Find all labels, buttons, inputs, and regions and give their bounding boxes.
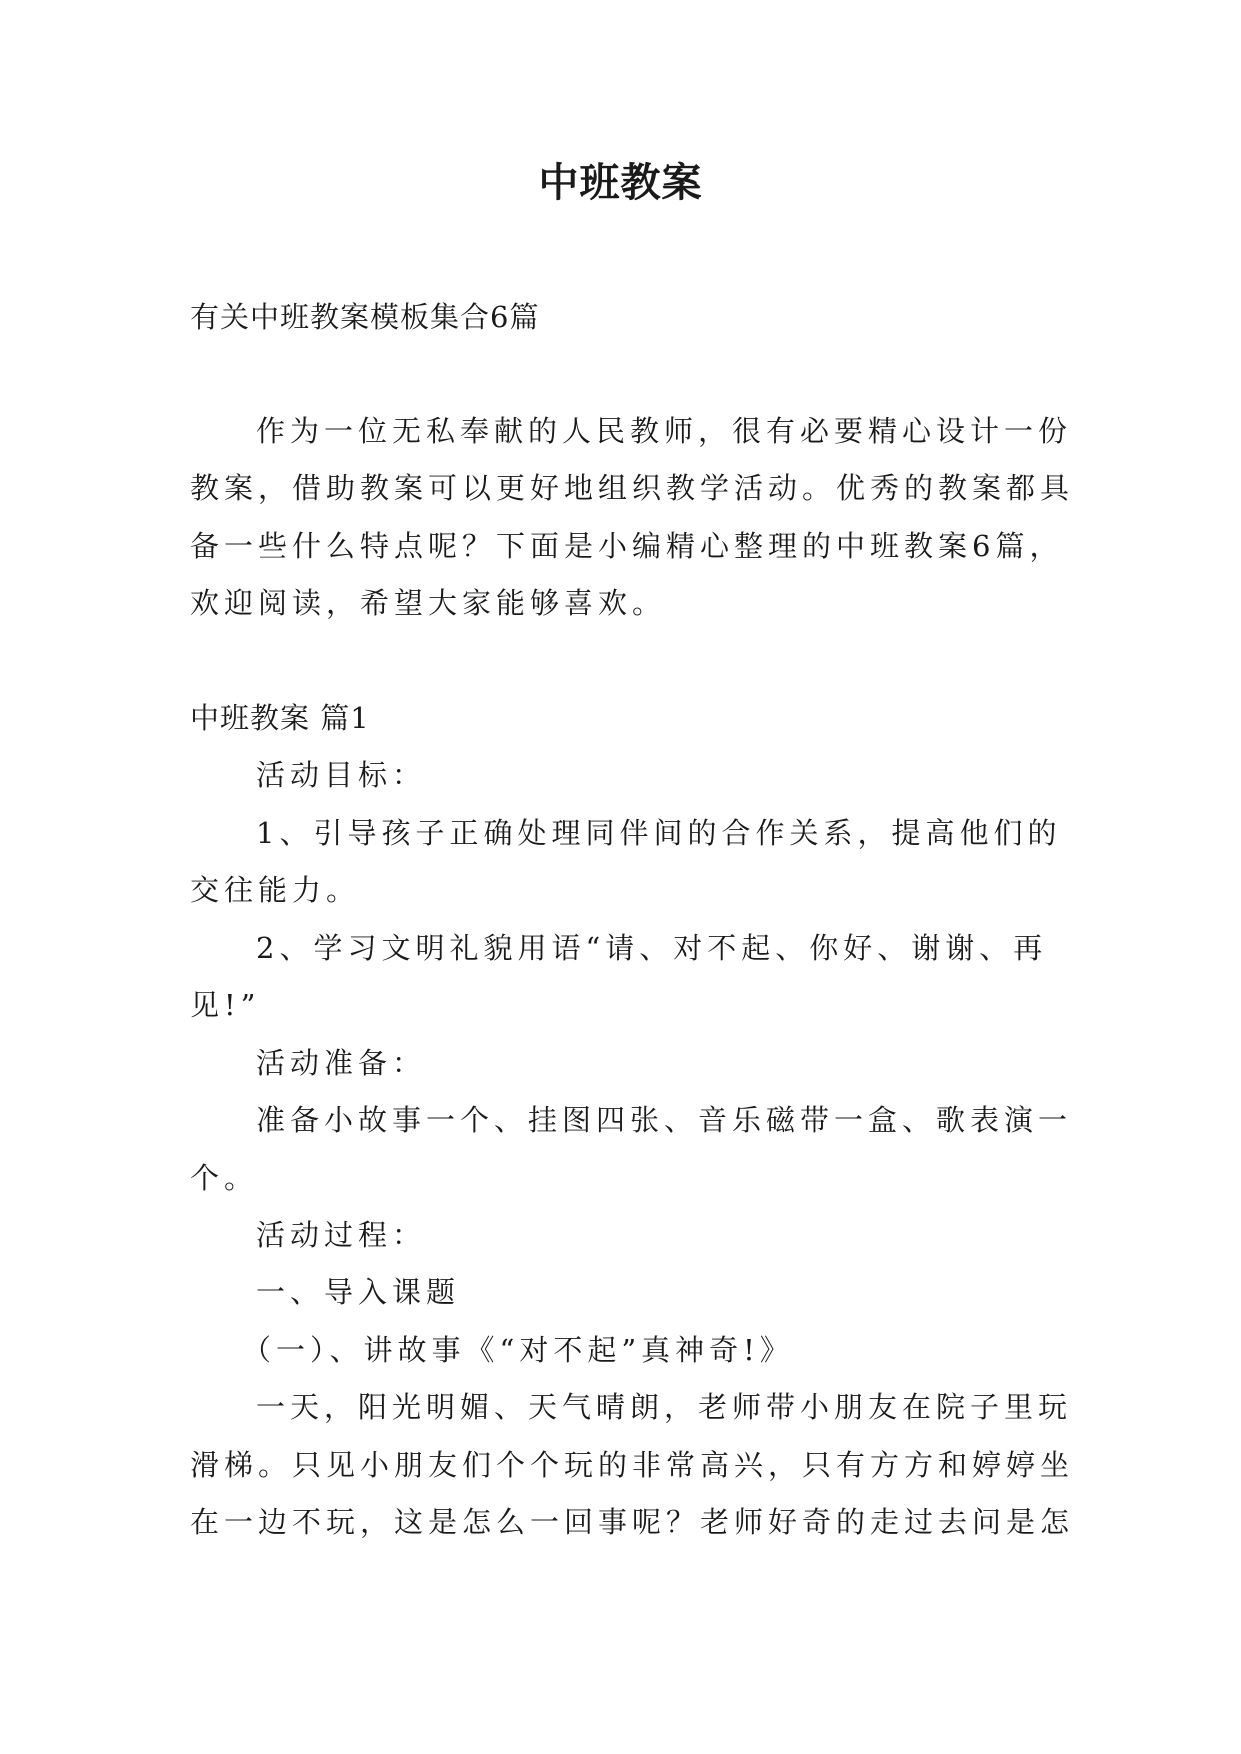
section-heading: 中班教案 篇1	[190, 701, 370, 735]
content-line-4: 2、学习文明礼貌用语“请、对不起、你好、谢谢、再	[256, 931, 1048, 965]
content-line-12: 一天，阳光明媚、天气晴朗，老师带小朋友在院子里玩	[256, 1390, 1073, 1424]
content-line-7: 准备小故事一个、挂图四张、音乐磁带一盒、歌表演一	[256, 1103, 1073, 1137]
content-line-3: 交往能力。	[190, 873, 361, 907]
intro-line-3: 备一些什么特点呢？下面是小编精心整理的中班教案6篇，	[190, 529, 1064, 563]
content-line-1: 活动目标：	[256, 758, 427, 792]
content-line-14: 在一边不玩，这是怎么一回事呢？老师好奇的走过去问是怎	[190, 1505, 1075, 1539]
intro-line-4: 欢迎阅读，希望大家能够喜欢。	[190, 586, 667, 620]
content-line-5: 见!”	[190, 988, 261, 1022]
content-line-6: 活动准备：	[256, 1046, 427, 1080]
document-title: 中班教案	[538, 159, 703, 206]
content-line-2: 1、引导孩子正确处理同伴间的合作关系，提高他们的	[256, 816, 1062, 850]
document-subtitle: 有关中班教案模板集合6篇	[190, 300, 540, 334]
intro-line-1: 作为一位无私奉献的人民教师，很有必要精心设计一份	[256, 414, 1073, 448]
content-line-8: 个。	[190, 1161, 259, 1195]
intro-line-2: 教案，借助教案可以更好地组织教学活动。优秀的教案都具	[190, 471, 1075, 505]
content-line-13: 滑梯。只见小朋友们个个玩的非常高兴，只有方方和婷婷坐	[190, 1448, 1075, 1482]
content-line-10: 一、导入课题	[256, 1275, 461, 1309]
content-line-11: （一）、讲故事《“对不起”真神奇!》	[242, 1333, 794, 1367]
content-line-9: 活动过程：	[256, 1218, 427, 1252]
